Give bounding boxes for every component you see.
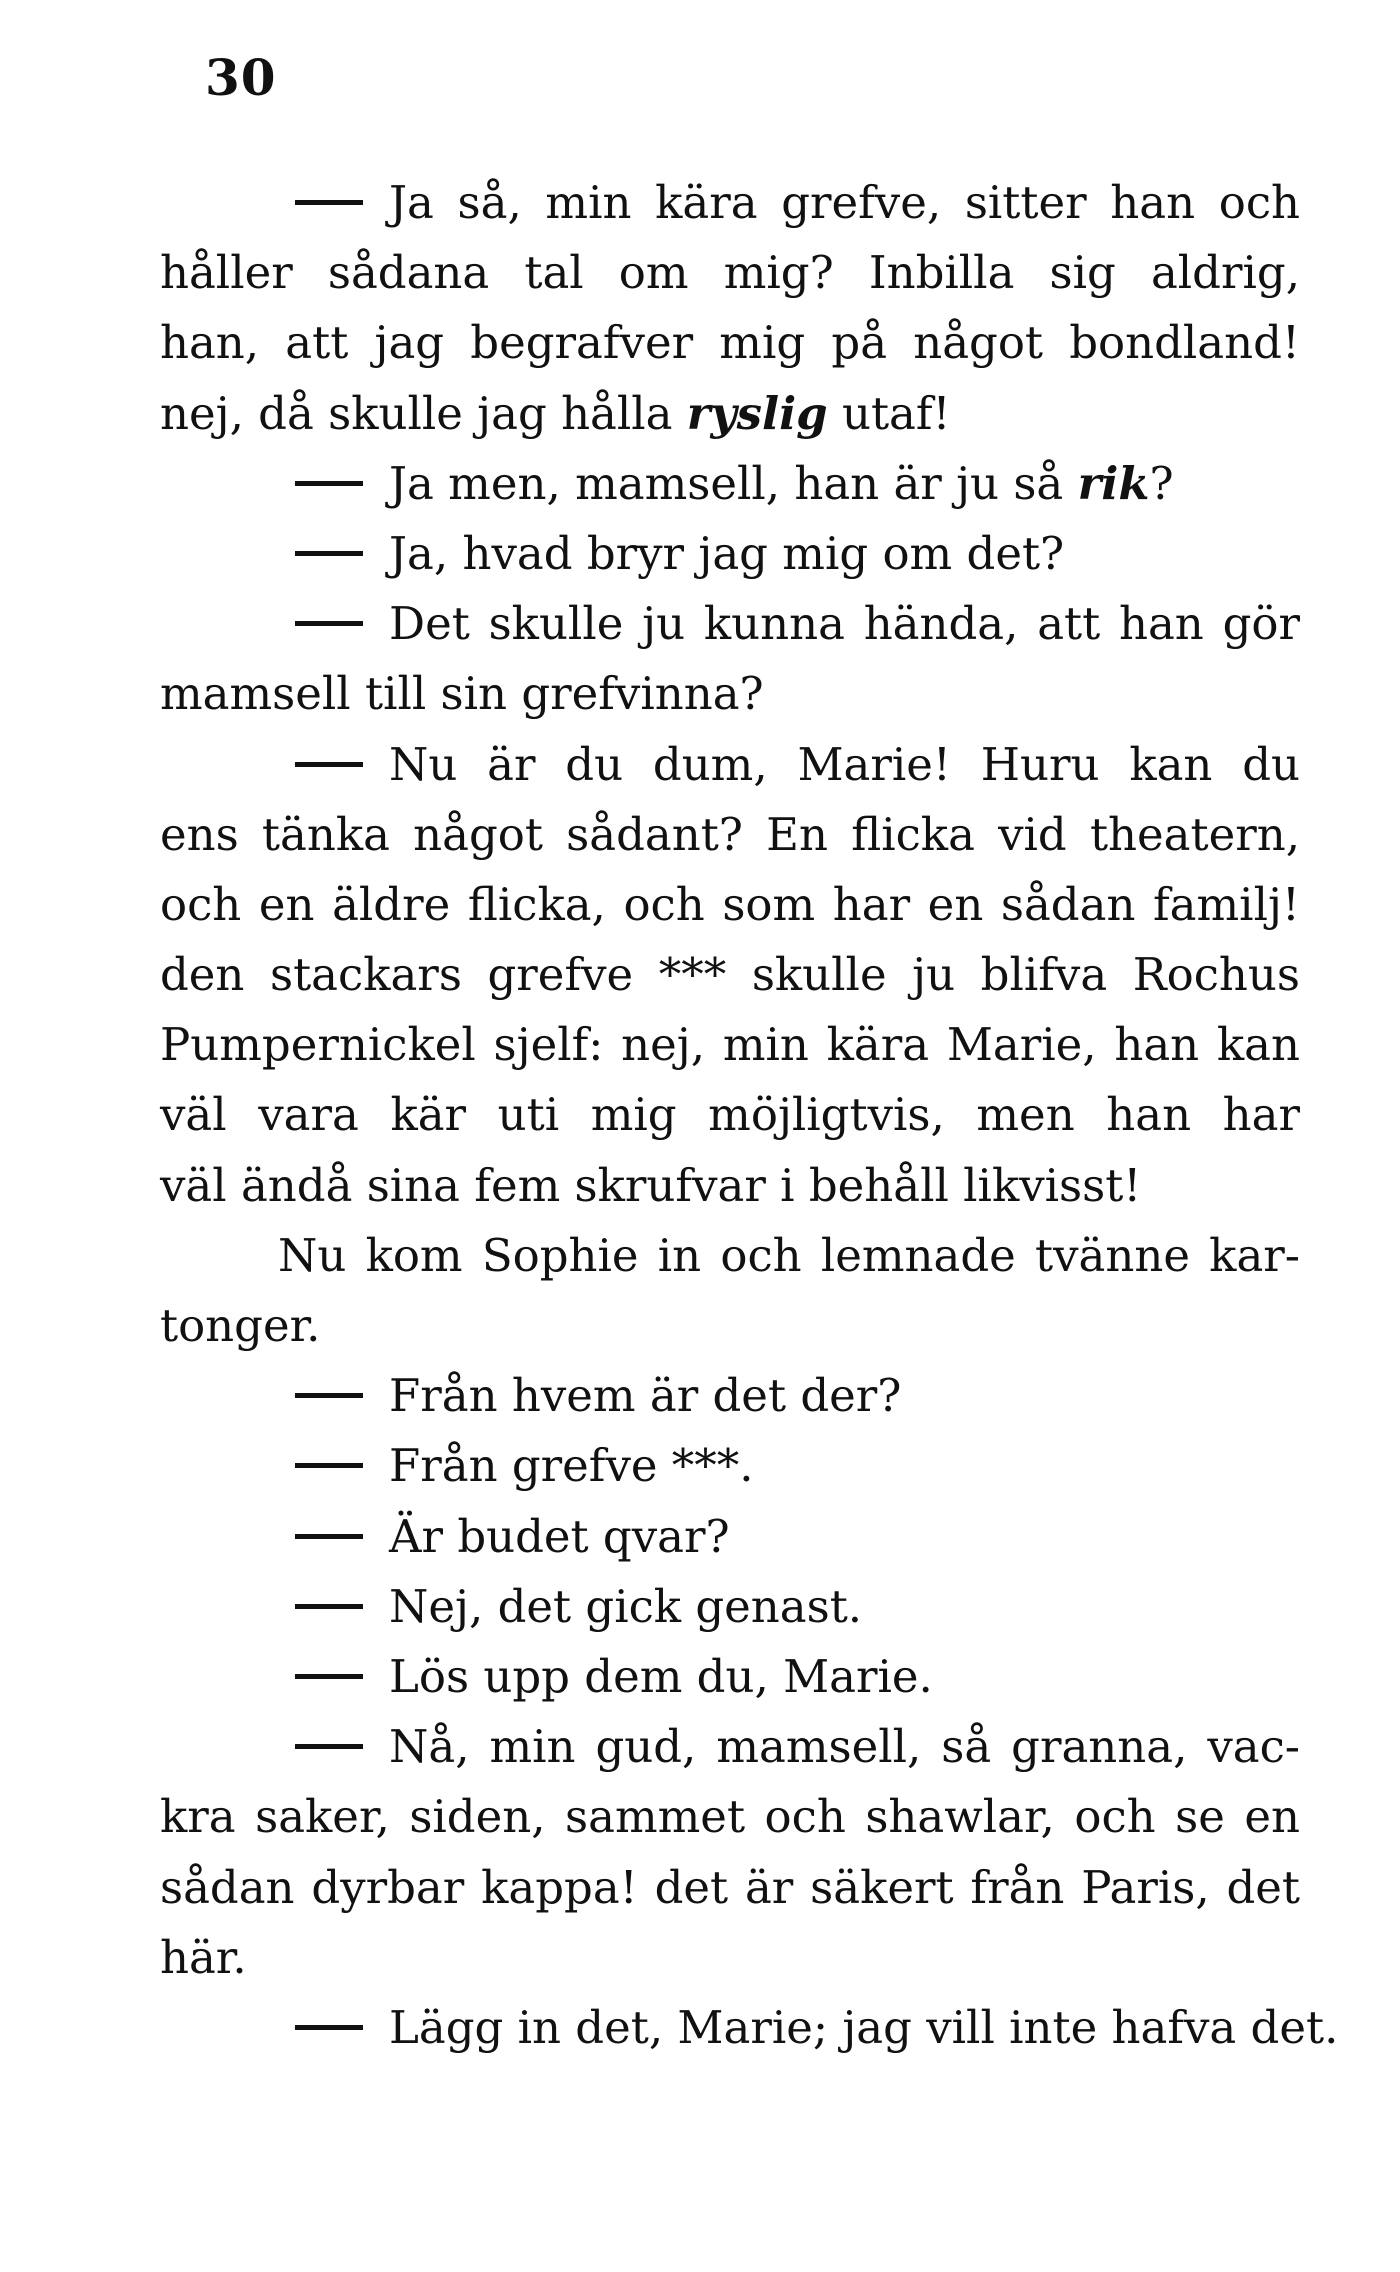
text-line: Från grefve ***. <box>160 1431 1300 1501</box>
text-line: Är budet qvar? <box>160 1502 1300 1572</box>
text-line: sådan dyrbar kappa! det är säkert från Paris, det <box>160 1860 1300 1914</box>
text-line: Pumpernickel sjelf: nej, min kära Marie, han kan <box>160 1018 1300 1072</box>
em-dash-mark <box>295 1534 363 1539</box>
text-line: Ja men, mamsell, han är ju så rik? <box>160 449 1300 519</box>
text-line: Ja så, min kära grefve, sitter han och <box>160 168 1300 238</box>
em-dash-mark <box>295 1744 363 1749</box>
body-text <box>160 168 1339 2063</box>
text-line: nej, då skulle jag hålla ryslig utaf! <box>160 386 951 440</box>
emphasized-word: ryslig <box>686 386 828 440</box>
em-dash-mark <box>295 1463 363 1468</box>
text-line: Från hvem är det der? <box>160 1361 1300 1431</box>
text-line: Nu kom Sophie in och lemnade tvänne kar- <box>278 1228 1300 1282</box>
em-dash-mark <box>295 200 363 205</box>
text-line: kra saker, siden, sammet och shawlar, och se en <box>160 1790 1300 1844</box>
text-line: Nu är du dum, Marie! Huru kan du <box>160 730 1300 800</box>
em-dash-mark <box>295 481 363 486</box>
em-dash-mark <box>295 621 363 626</box>
text-line: Det skulle ju kunna hända, att han gör <box>160 589 1300 659</box>
text-line: och en äldre flicka, och som har en sådan familj! <box>160 877 1300 931</box>
em-dash-mark <box>295 762 363 767</box>
em-dash-mark <box>295 1393 363 1398</box>
text-line: Ja, hvad bryr jag mig om det? <box>160 519 1300 589</box>
em-dash-mark <box>295 2025 363 2030</box>
emphasized-word: rik <box>1077 456 1150 510</box>
em-dash-mark <box>295 551 363 556</box>
text-line: ens tänka något sådant? En flicka vid theatern, <box>160 807 1300 861</box>
text-line: han, att jag begrafver mig på något bondland! <box>160 316 1300 370</box>
em-dash-mark <box>295 1674 363 1679</box>
page-number: 30 <box>205 48 277 107</box>
text-line: Lägg in det, Marie; jag vill inte hafva det. <box>160 1993 1300 2063</box>
text-line: Lös upp dem du, Marie. <box>160 1642 1300 1712</box>
text-line: mamsell till sin grefvinna? <box>160 667 764 721</box>
text-line: den stackars grefve *** skulle ju blifva Rochus <box>160 948 1300 1002</box>
text-line: väl vara kär uti mig möjligtvis, men han har <box>160 1088 1300 1142</box>
text-line: Nej, det gick genast. <box>160 1572 1300 1642</box>
text-line: väl ändå sina fem skrufvar i behåll likvisst! <box>160 1158 1142 1212</box>
text-line: tonger. <box>160 1299 321 1352</box>
text-line: Nå, min gud, mamsell, så granna, vac- <box>160 1712 1300 1782</box>
em-dash-mark <box>295 1604 363 1609</box>
text-line: här. <box>160 1930 247 1984</box>
text-line: håller sådana tal om mig? Inbilla sig aldrig, <box>160 246 1300 300</box>
